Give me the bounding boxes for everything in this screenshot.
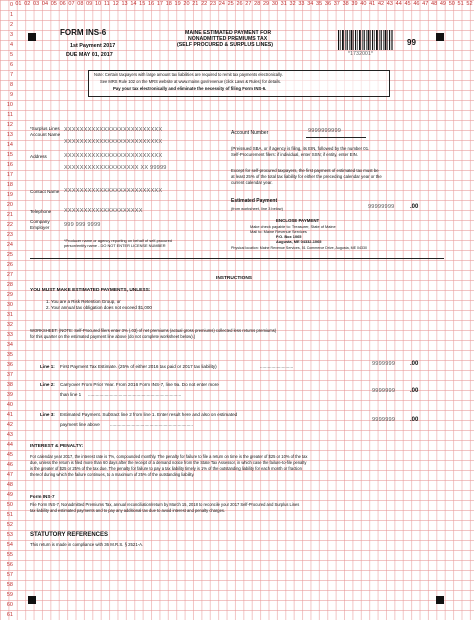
address-label: Address [30, 154, 47, 159]
column-number: 46 [413, 1, 420, 7]
column-number: 42 [377, 1, 385, 7]
column-number: 06 [59, 1, 66, 7]
worksheet-line-2: for this quarter on the estimated payment line above (do not complete worksheet below).) [30, 334, 196, 339]
row-number: 14 [6, 142, 13, 148]
instructions-heading: INSTRUCTIONS [216, 276, 252, 281]
row-number-ruler [1, 0, 13, 620]
interest-p4: thereof during which the failure continues, to a maximum of 25% of the outstanding liability. [30, 472, 195, 477]
line1-dots: .......................... [260, 364, 294, 369]
column-number: 38 [342, 1, 349, 7]
row-number: 61 [6, 612, 13, 618]
employer-label: Employer [30, 225, 50, 230]
column-number: 50 [448, 1, 455, 7]
line1-cents: .00 [410, 361, 419, 367]
telephone-label: Telephone [30, 209, 52, 214]
statutory-text: This return is made in compliance with 36 M.R.S. § 2521-A. [30, 542, 144, 547]
line2-text: Carryover From Prior Year. From 2016 Form INS-7, line 9a. Do not enter more [60, 382, 219, 387]
account-number-value[interactable]: 9999999999 [308, 128, 342, 134]
row-number: 47 [6, 472, 13, 478]
column-number: 22 [201, 1, 208, 7]
line2-text-2: than line 1 [60, 392, 82, 397]
address-value-2[interactable]: XXXXXXXXXXXXXXXXXXX XX 99999 [64, 165, 167, 171]
column-number: 03 [33, 1, 40, 7]
column-number: 11 [104, 1, 110, 7]
row-number: 35 [6, 352, 13, 358]
row-number: 28 [6, 282, 13, 288]
row-number: 40 [6, 402, 13, 408]
barcode [338, 30, 393, 50]
must-heading: YOU MUST MAKE ESTIMATED PAYMENTS, UNLESS: [30, 288, 151, 293]
line3-text-2: payment line above [60, 422, 100, 427]
row-number: 0 [9, 2, 13, 8]
registration-mark-bottom-right [436, 596, 444, 604]
enclose-heading: ENCLOSE PAYMENT [276, 218, 320, 223]
line2-cents: .00 [410, 388, 419, 394]
column-number: 25 [227, 1, 234, 7]
column-number: 43 [386, 1, 393, 7]
column-number: 48 [431, 1, 438, 7]
title-line-1: MAINE ESTIMATED PAYMENT FOR [185, 30, 272, 36]
row-number: 42 [6, 422, 13, 428]
row-number: 25 [6, 252, 13, 258]
row-number: 7 [9, 72, 13, 78]
account-name-label: Account Name [30, 132, 61, 137]
producer-note-1: *Producer name or agency reporting on behalf of self-procured [64, 238, 172, 243]
line2-value[interactable]: 9999999 [372, 388, 396, 394]
column-number: 29 [262, 1, 270, 7]
row-number: 31 [6, 312, 13, 318]
except-note-1: Except for self-procured taxpayers, the first payment of estimated tax must be [231, 168, 379, 173]
row-number: 34 [6, 342, 13, 348]
row-number: 37 [6, 372, 13, 378]
title-line-3: (SELF PROCURED & SURPLUS LINES) [177, 42, 273, 48]
column-number: 09 [86, 1, 93, 7]
column-number: 51 [457, 1, 464, 7]
row-number: 54 [6, 542, 13, 548]
column-number: 23 [209, 1, 217, 7]
row-number: 60 [6, 602, 13, 608]
column-number: 10 [94, 1, 102, 7]
note-line-3: Pay your tax electronically and eliminate the necessity of filing Form INS-6. [113, 86, 267, 91]
row-number: 36 [6, 362, 13, 368]
column-number: 37 [333, 1, 340, 7]
row-number: 5 [9, 52, 13, 58]
registration-mark-bottom-left [28, 596, 36, 604]
column-number: 40 [360, 1, 367, 7]
note-line-2: See MRS Rule 102 on the MRS website at www.maine.gov/revenue (click Laws & Rules) for details. [100, 79, 282, 84]
enclose-line-4: Augusta, ME 04332-1065 [276, 239, 322, 244]
row-number: 29 [6, 292, 13, 298]
ins7-p1: File Form INS-7, Nonadmitted Premiums Tax, annual reconciliation/return by March 15, 2018 to reconcile your 2017 Self-Procured and Surplus Lines [30, 502, 300, 507]
payment-label: 1st Payment 2017 [70, 43, 116, 49]
row-number: 18 [6, 182, 13, 188]
column-number: 52 [466, 1, 473, 7]
title-line-2: NONADMITTED PREMIUMS TAX [188, 36, 268, 42]
estimated-payment-sub: (from worksheet, line 3 below) [231, 206, 283, 211]
line3-cents: .00 [410, 417, 419, 423]
column-number: 05 [50, 1, 57, 7]
line3-label: Line 3: [40, 412, 55, 417]
column-number-ruler [14, 0, 474, 9]
row-number: 55 [6, 552, 13, 558]
estimated-payment-value[interactable]: 99999999 [368, 204, 395, 210]
row-number: 19 [6, 192, 13, 198]
column-number: 27 [245, 1, 252, 7]
row-number: 1 [9, 12, 13, 18]
column-number: 35 [316, 1, 323, 7]
row-number: 11 [7, 112, 13, 118]
column-number: 18 [165, 1, 172, 7]
column-number: 45 [404, 1, 411, 7]
column-number: 17 [156, 1, 163, 7]
instruction-item-2: 2. Your annual tax obligation does not exceed $1,000 [46, 305, 152, 310]
row-number: 53 [6, 532, 13, 538]
column-number: 39 [351, 1, 358, 7]
line3-text: Estimated Payment. Subtract line 2 from line 1. Enter result here and also on estimated [60, 412, 238, 417]
column-number: 36 [324, 1, 332, 7]
line1-value[interactable]: 9999999 [372, 361, 396, 367]
statutory-heading: STATUTORY REFERENCES [30, 532, 109, 538]
column-number: 28 [254, 1, 261, 7]
row-number: 8 [9, 82, 13, 88]
column-number: 49 [439, 1, 446, 7]
row-number: 10 [6, 102, 13, 108]
row-number: 45 [6, 452, 13, 458]
line2-dots: ......................................................................... [88, 392, 182, 397]
row-number: 26 [6, 262, 13, 268]
row-number: 6 [9, 62, 13, 68]
row-number: 15 [6, 152, 13, 158]
column-number: 34 [307, 1, 314, 7]
column-number: 33 [298, 1, 305, 7]
column-number: 20 [183, 1, 190, 7]
telephone-value[interactable]: XXXXXXXXXXXXXXXXXXXX [64, 208, 143, 214]
except-note-3: current calendar year. [231, 180, 273, 185]
column-number: 13 [121, 1, 128, 7]
column-number: 41 [369, 1, 376, 7]
enclose-line-5: Physical location: Maine Revenue Services, 51 Commerce Drive, Augusta, ME 04330 [231, 246, 368, 250]
account-name-value[interactable]: XXXXXXXXXXXXXXXXXXXXXXXXX [64, 127, 163, 133]
worksheet-line-1: WORKSHEET: (NOTE: Self-Procured filers enter 3% (.03) of net premiums (actual gross premiums) collected less returns premiums) [30, 328, 277, 333]
enclose-line-3: P.O. Box 1065 [276, 234, 302, 239]
account-name-value-2[interactable]: XXXXXXXXXXXXXXXXXXXXXXXXX [64, 139, 163, 145]
interest-heading: INTEREST & PENALTY: [30, 444, 84, 449]
row-number: 20 [6, 202, 13, 208]
column-number: 44 [395, 1, 402, 7]
column-number: 47 [422, 1, 429, 7]
employer-value[interactable]: 999 999 9999 [64, 222, 101, 228]
note-line-1: Note: Certain taxpayers with large amount tax liabilities are required to remit tax payments electronically. [94, 72, 283, 77]
row-number: 30 [6, 302, 13, 308]
instruction-item-1: 1. You are a Risk Retention Group, or [46, 299, 121, 304]
row-number: 21 [6, 212, 13, 218]
producer-note-2: person/entity name - DO NOT ENTER LICENSE NUMBER [64, 243, 166, 248]
enclose-line-2: Mail to: Maine Revenue Services [250, 229, 307, 234]
row-number: 13 [6, 132, 13, 138]
row-number: 22 [6, 222, 13, 228]
row-number: 12 [6, 122, 13, 128]
form-number: 99 [407, 38, 416, 47]
interest-p1: For calendar year 2017, the interest rate is 7%, compounded monthly. The penalty for failure to file a return on time is the greater of $25 or 10% of the tax [30, 454, 308, 459]
row-number: 39 [6, 392, 13, 398]
registration-mark-top-left [28, 33, 36, 41]
column-number: 30 [271, 1, 278, 7]
column-number: 04 [41, 1, 49, 7]
row-number: 23 [6, 232, 13, 238]
column-number: 24 [218, 1, 225, 7]
row-number: 48 [6, 482, 13, 488]
company-label: Company [30, 219, 50, 224]
row-number: 16 [6, 162, 13, 168]
preissued-note-1: (Preissued SBA, or if agency is filing, its EIN, followed by the number 01. [231, 146, 370, 151]
row-number: 33 [6, 332, 13, 338]
row-number: 38 [6, 382, 13, 388]
row-number: 2 [9, 22, 13, 28]
row-number: 17 [6, 172, 13, 178]
address-value-1[interactable]: XXXXXXXXXXXXXXXXXXXXXXXXX [64, 153, 163, 159]
interest-p3: is the greater of $25 or 25% of the tax due. The penalty for failure to pay a tax liability timely is 1% of the outstanding liability for each month or fraction [30, 466, 302, 471]
row-number: 58 [6, 582, 13, 588]
column-number: 12 [112, 1, 119, 7]
line3-value[interactable]: 9999999 [372, 417, 396, 423]
account-number-underline [306, 137, 366, 138]
row-number: 57 [6, 572, 13, 578]
column-number: 14 [130, 1, 137, 7]
estimated-payment-label: Estimated Payment [231, 198, 278, 204]
column-number: 19 [174, 1, 181, 7]
row-number: 49 [6, 492, 13, 498]
line1-text: First Payment Tax Estimate. (25% of either 2016 tax paid or 2017 tax liability) [60, 364, 217, 369]
row-number: 51 [6, 512, 13, 518]
column-number: 32 [289, 1, 296, 7]
row-number: 46 [6, 462, 13, 468]
row-number: 4 [9, 42, 13, 48]
ins7-heading: Form INS-7 [30, 494, 55, 499]
row-number: 27 [6, 272, 13, 278]
preissued-note-2: Self-Procurement filers: if individual, enter SSN; if entity, enter EIN. [231, 152, 358, 157]
column-number: 15 [139, 1, 146, 7]
row-number: 32 [6, 322, 13, 328]
due-date: DUE MAY 01, 2017 [66, 52, 113, 58]
row-number: 50 [6, 502, 13, 508]
row-number: 41 [6, 412, 13, 418]
column-number: 26 [236, 1, 243, 7]
except-note-2: at least 25% of the total tax liability for either the preceding calendar year or the [231, 174, 382, 179]
row-number: 24 [6, 242, 13, 248]
interest-p2: due, unless the return is filed more than 60 days after the receipt of a demand notice from the State Tax Assessor, in which case the failure-to-file penalty [30, 460, 307, 465]
estimated-payment-cents: .00 [410, 204, 419, 210]
row-number: 9 [9, 92, 13, 98]
contact-value[interactable]: XXXXXXXXXXXXXXXXXXXXXXXXX [64, 188, 163, 194]
enclose-line-1: Make check payable to: Treasurer, State of Maine [250, 224, 336, 229]
surplus-label: *Surplus Lines [30, 126, 60, 131]
ins7-p2: tax liability and estimated payments and to pay any additional tax due to avoid interest and penalty charges. [30, 508, 226, 513]
account-number-label: Account Number [231, 130, 269, 136]
form-id: FORM INS-6 [60, 28, 107, 37]
column-number: 08 [77, 1, 84, 7]
section-divider [30, 258, 444, 259]
row-number: 44 [6, 442, 13, 448]
line2-label: Line 2: [40, 382, 55, 387]
row-number: 52 [6, 522, 13, 528]
contact-label: Contact Name [30, 189, 60, 194]
barcode-number: *1732001* [348, 51, 374, 57]
row-number: 56 [6, 562, 13, 568]
column-number: 31 [280, 1, 287, 7]
line1-label: Line 1: [40, 364, 55, 369]
line3-dots: ................................................................. [110, 422, 193, 427]
column-number: 16 [148, 1, 155, 7]
column-number: 07 [68, 1, 75, 7]
column-number: 21 [192, 1, 199, 7]
column-number: 01 [15, 1, 22, 7]
row-number: 3 [9, 32, 13, 38]
row-number: 59 [6, 592, 13, 598]
row-number: 43 [6, 432, 13, 438]
registration-mark-top-right [436, 33, 444, 41]
column-number: 02 [24, 1, 31, 7]
